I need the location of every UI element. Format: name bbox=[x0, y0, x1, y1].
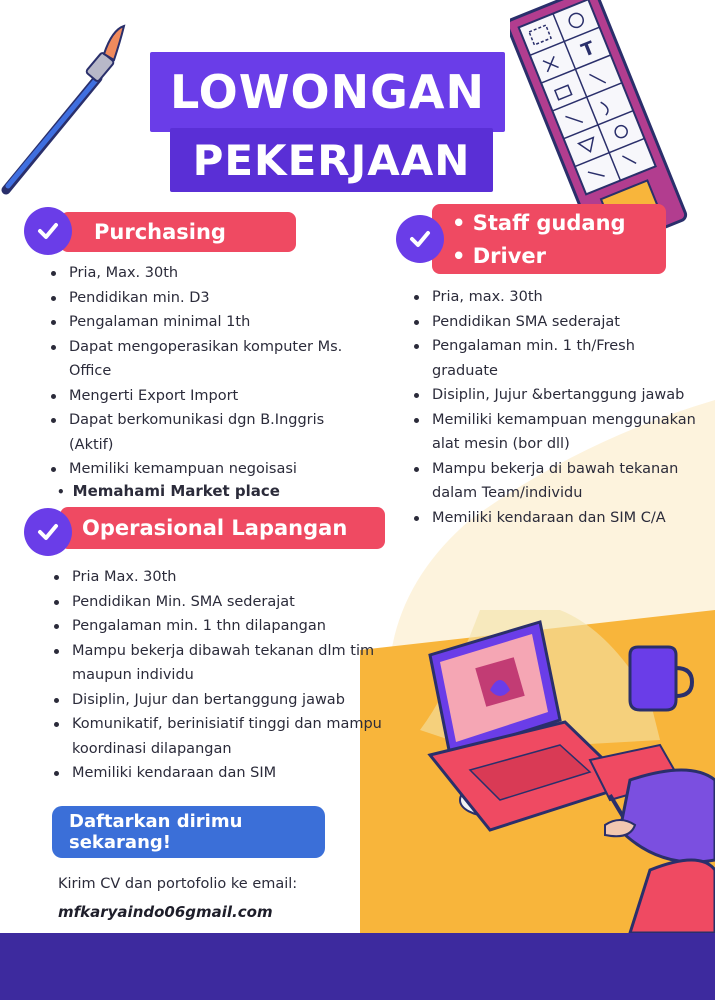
operasional-heading bbox=[60, 507, 385, 549]
contact-email[interactable]: mfkaryaindo06gmail.com bbox=[58, 903, 273, 921]
list-item: Dapat mengoperasikan komputer Ms. Office bbox=[47, 335, 362, 384]
list-item: Komunikatif, berinisiatif tinggi dan mampu koordinasi dilapangan bbox=[50, 712, 395, 761]
title-line-1: LOWONGAN bbox=[150, 52, 505, 132]
list-item: Pengalaman min. 1 th/Fresh graduate bbox=[410, 334, 700, 383]
list-item: Memiliki kemampuan negoisasi bbox=[47, 457, 362, 482]
list-item: Pria Max. 30th bbox=[50, 565, 395, 590]
list-item: Memiliki kemampuan menggunakan alat mesin (bor dll) bbox=[410, 408, 700, 457]
list-item: Memiliki kendaraan dan SIM bbox=[50, 761, 395, 786]
purchasing-extra-label: Memahami Market place bbox=[72, 482, 280, 500]
operasional-heading-label: Operasional Lapangan bbox=[82, 516, 348, 540]
list-item: Disiplin, Jujur &bertanggung jawab bbox=[410, 383, 700, 408]
title-line-2: PEKERJAAN bbox=[170, 128, 493, 192]
list-item: Pendidikan SMA sederajat bbox=[410, 310, 700, 335]
operasional-check-icon bbox=[24, 508, 72, 556]
staff-list bbox=[410, 285, 700, 530]
list-item: Memiliki kendaraan dan SIM C/A bbox=[410, 506, 700, 531]
list-item: Pendidikan min. D3 bbox=[47, 286, 362, 311]
list-item: Pria, Max. 30th bbox=[47, 261, 362, 286]
list-item: Mampu bekerja di bawah tekanan dalam Team/individu bbox=[410, 457, 700, 506]
list-item: Pria, max. 30th bbox=[410, 285, 700, 310]
staff-heading-2: • Driver bbox=[452, 244, 547, 268]
purchasing-heading-label: Purchasing bbox=[94, 220, 226, 244]
list-item: Pengalaman minimal 1th bbox=[47, 310, 362, 335]
paintbrush-icon bbox=[0, 20, 135, 195]
list-item: Disiplin, Jujur dan bertanggung jawab bbox=[50, 688, 395, 713]
list-item: Mengerti Export Import bbox=[47, 384, 362, 409]
purchasing-extra-item bbox=[57, 482, 280, 500]
list-item: Dapat berkomunikasi dgn B.Inggris (Aktif) bbox=[47, 408, 362, 457]
list-item: Pengalaman min. 1 thn dilapangan bbox=[50, 614, 395, 639]
purchasing-heading bbox=[60, 212, 296, 252]
staff-check-icon bbox=[396, 215, 444, 263]
staff-heading-1: • Staff gudang bbox=[452, 211, 626, 235]
purchasing-list bbox=[47, 261, 362, 482]
purchasing-check-icon bbox=[24, 207, 72, 255]
list-item: Pendidikan Min. SMA sederajat bbox=[50, 590, 395, 615]
list-item: Mampu bekerja dibawah tekanan dlm tim maupun individu bbox=[50, 639, 395, 688]
operasional-list bbox=[50, 565, 395, 786]
footer-bar bbox=[0, 933, 715, 1000]
svg-text:T: T bbox=[578, 37, 598, 62]
register-button[interactable]: Daftarkan dirimu sekarang! bbox=[52, 806, 325, 858]
staff-heading bbox=[432, 204, 666, 274]
contact-text: Kirim CV dan portofolio ke email: bbox=[58, 876, 298, 892]
